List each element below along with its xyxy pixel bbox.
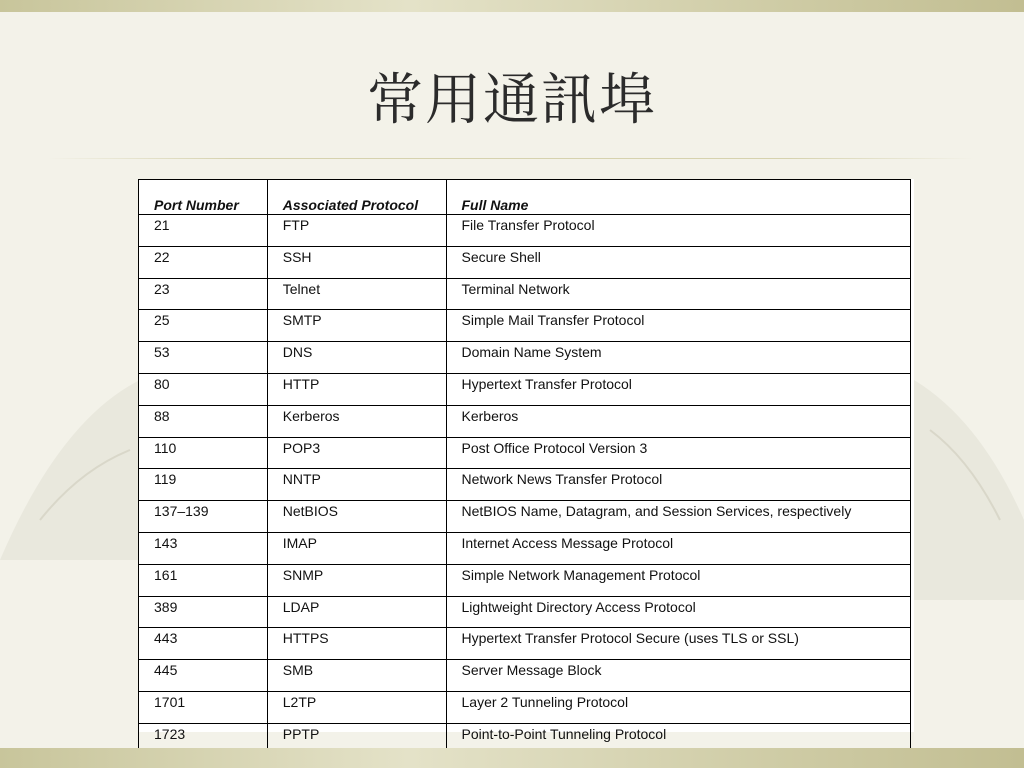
table-row <box>139 564 911 596</box>
table-row <box>139 437 911 469</box>
cell-port-number: 161 <box>139 564 268 596</box>
port-table <box>138 179 911 768</box>
cell-protocol: FTP <box>267 215 446 247</box>
table-row <box>139 596 911 628</box>
cell-full-name: Hypertext Transfer Protocol <box>446 373 911 405</box>
table-row <box>139 501 911 533</box>
cell-full-name: Server Message Block <box>446 660 911 692</box>
cell-port-number: 137–139 <box>139 501 268 533</box>
cell-protocol: LDAP <box>267 596 446 628</box>
cell-full-name: Network News Transfer Protocol <box>446 469 911 501</box>
cell-protocol: HTTPS <box>267 628 446 660</box>
table-header-row <box>139 180 911 215</box>
title-divider <box>48 158 974 159</box>
table-row <box>139 628 911 660</box>
cell-protocol: SNMP <box>267 564 446 596</box>
cell-protocol: NetBIOS <box>267 501 446 533</box>
cell-port-number: 110 <box>139 437 268 469</box>
cell-full-name: Kerberos <box>446 405 911 437</box>
cell-port-number: 1723 <box>139 723 268 755</box>
cell-protocol: POP3 <box>267 437 446 469</box>
cell-protocol: PPTP <box>267 723 446 755</box>
cell-protocol: Telnet <box>267 278 446 310</box>
cell-full-name: Secure Shell <box>446 246 911 278</box>
cell-port-number: 25 <box>139 310 268 342</box>
header-port-number: Port Number <box>139 180 268 215</box>
bottom-decorative-band <box>0 748 1024 768</box>
table-row <box>139 660 911 692</box>
cell-port-number: 1701 <box>139 691 268 723</box>
cell-protocol: SMTP <box>267 310 446 342</box>
cell-full-name: NetBIOS Name, Datagram, and Session Services, respectively <box>446 501 911 533</box>
cell-port-number: 88 <box>139 405 268 437</box>
cell-protocol: Kerberos <box>267 405 446 437</box>
cell-full-name: File Transfer Protocol <box>446 215 911 247</box>
cell-protocol: SMB <box>267 660 446 692</box>
cell-protocol: HTTP <box>267 373 446 405</box>
cell-port-number: 53 <box>139 342 268 374</box>
cell-full-name: Layer 2 Tunneling Protocol <box>446 691 911 723</box>
cell-port-number: 22 <box>139 246 268 278</box>
page-title: 常用通訊埠 <box>367 68 657 133</box>
cell-port-number: 80 <box>139 373 268 405</box>
cell-full-name: Simple Mail Transfer Protocol <box>446 310 911 342</box>
header-full-name: Full Name <box>446 180 911 215</box>
cell-protocol: L2TP <box>267 691 446 723</box>
table-row <box>139 215 911 247</box>
cell-full-name: Terminal Network <box>446 278 911 310</box>
cell-protocol: DNS <box>267 342 446 374</box>
cell-full-name: Domain Name System <box>446 342 911 374</box>
port-table-container <box>138 179 914 742</box>
cell-port-number: 389 <box>139 596 268 628</box>
cell-full-name: Post Office Protocol Version 3 <box>446 437 911 469</box>
cell-full-name: Simple Network Management Protocol <box>446 564 911 596</box>
table-row <box>139 373 911 405</box>
cell-full-name: Internet Access Message Protocol <box>446 532 911 564</box>
table-row <box>139 310 911 342</box>
header-associated-protocol: Associated Protocol <box>267 180 446 215</box>
cell-port-number: 21 <box>139 215 268 247</box>
table-row <box>139 532 911 564</box>
cell-port-number: 143 <box>139 532 268 564</box>
table-body <box>139 215 911 768</box>
table-row <box>139 405 911 437</box>
table-row <box>139 469 911 501</box>
table-row <box>139 246 911 278</box>
cell-protocol: SSH <box>267 246 446 278</box>
cell-port-number: 445 <box>139 660 268 692</box>
cell-full-name: Hypertext Transfer Protocol Secure (uses TLS or SSL) <box>446 628 911 660</box>
cell-protocol: NNTP <box>267 469 446 501</box>
cell-port-number: 23 <box>139 278 268 310</box>
cell-full-name: Lightweight Directory Access Protocol <box>446 596 911 628</box>
table-row <box>139 691 911 723</box>
table-row <box>139 278 911 310</box>
cell-protocol: IMAP <box>267 532 446 564</box>
cell-port-number: 443 <box>139 628 268 660</box>
cell-full-name: Point-to-Point Tunneling Protocol <box>446 723 911 755</box>
table-row <box>139 342 911 374</box>
cell-port-number: 119 <box>139 469 268 501</box>
